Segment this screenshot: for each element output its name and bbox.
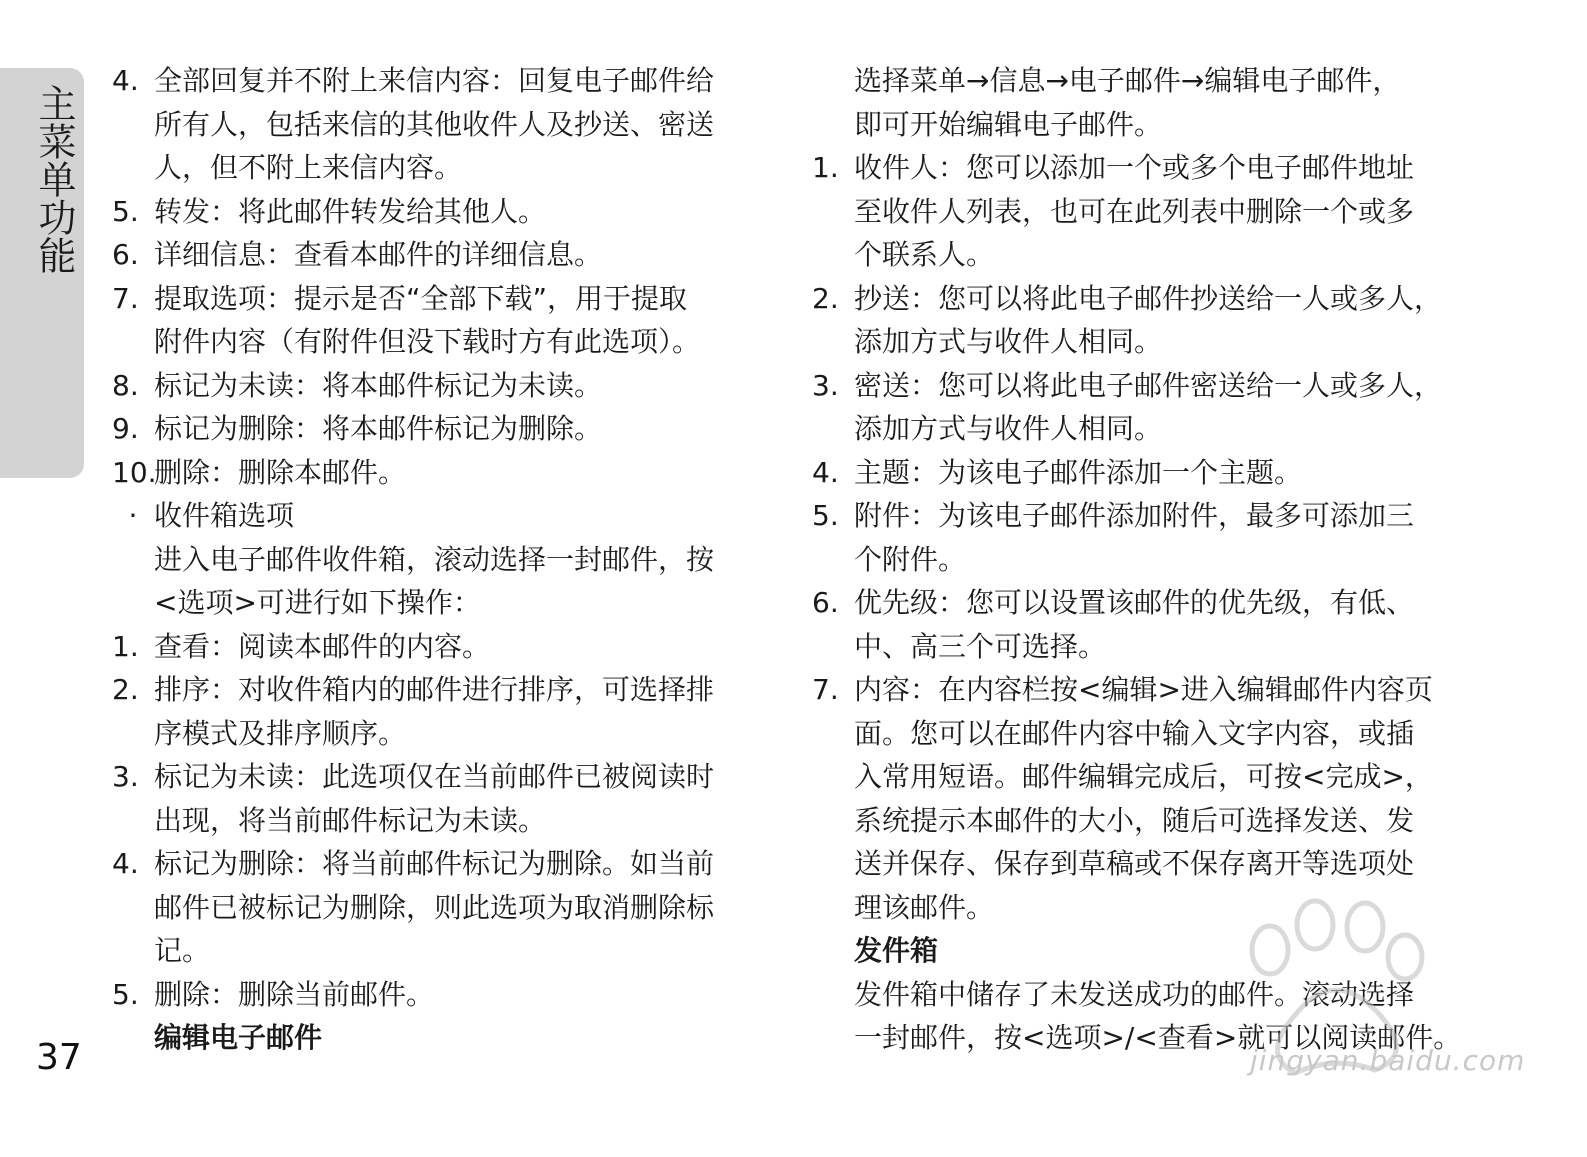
item-text: 提取选项：提示是否“全部下载”，用于提取 bbox=[154, 281, 688, 315]
item-number: 6. bbox=[112, 238, 139, 271]
item-number: 10. bbox=[112, 455, 157, 489]
list-item bbox=[812, 494, 1472, 538]
list-item bbox=[112, 233, 762, 277]
item-text: 主题：为该电子邮件添加一个主题。 bbox=[854, 455, 1303, 489]
continuation-line: 即可开始编辑电子邮件。 bbox=[854, 107, 1163, 141]
item-text: 删除：删除当前邮件。 bbox=[154, 977, 435, 1011]
item-number: 2. bbox=[112, 673, 139, 706]
item-number: · bbox=[128, 499, 138, 532]
continuation-line: 理该邮件。 bbox=[854, 890, 995, 924]
list-item bbox=[812, 364, 1472, 408]
item-text: 内容：在内容栏按<编辑>进入编辑邮件内容页 bbox=[854, 673, 1433, 706]
continuation-line: 个联系人。 bbox=[854, 238, 995, 271]
continuation-line: 记。 bbox=[154, 934, 211, 967]
item-text: 标记为未读：此选项仅在当前邮件已被阅读时 bbox=[154, 760, 715, 793]
continuation-line: 所有人，包括来信的其他收件人及抄送、密送 bbox=[154, 107, 715, 141]
continuation-line: 添加方式与收件人相同。 bbox=[854, 325, 1163, 358]
list-item bbox=[112, 973, 762, 1017]
continuation-line: 个附件。 bbox=[854, 542, 967, 576]
continuation-line: 附件内容（有附件但没下载时方有此选项）。 bbox=[154, 325, 701, 358]
item-text: 标记为删除：将本邮件标记为删除。 bbox=[154, 412, 603, 445]
section-title: 主菜单功能 bbox=[32, 84, 76, 274]
item-number: 3. bbox=[812, 368, 839, 402]
list-item bbox=[112, 755, 762, 799]
item-number: 4. bbox=[112, 64, 139, 97]
item-number: 9. bbox=[112, 412, 139, 445]
item-text: 抄送：您可以将此电子邮件抄送给一人或多人， bbox=[854, 281, 1443, 315]
continuation-line: 选择菜单→信息→电子邮件→编辑电子邮件， bbox=[854, 64, 1401, 97]
item-text: 全部回复并不附上来信内容：回复电子邮件给 bbox=[154, 64, 715, 97]
page-number: 37 bbox=[36, 1037, 82, 1078]
item-number: 5. bbox=[112, 977, 139, 1011]
list-item bbox=[112, 277, 762, 321]
item-number: 7. bbox=[112, 281, 139, 315]
item-number: 1. bbox=[812, 151, 839, 184]
item-text: 密送：您可以将此电子邮件密送给一人或多人， bbox=[854, 368, 1443, 402]
item-number: 5. bbox=[112, 194, 139, 228]
item-text: 查看：阅读本邮件的内容。 bbox=[154, 629, 491, 663]
item-text: 标记为未读：将本邮件标记为未读。 bbox=[154, 368, 603, 402]
watermark-url: jingyan.baidu.com bbox=[1250, 1044, 1526, 1077]
item-text: 附件：为该电子邮件添加附件，最多可添加三 bbox=[854, 499, 1415, 532]
continuation-line: 序模式及排序顺序。 bbox=[154, 716, 407, 750]
list-item bbox=[812, 451, 1472, 495]
item-text: 转发：将此邮件转发给其他人。 bbox=[154, 194, 547, 228]
list-item bbox=[112, 407, 762, 451]
list-item bbox=[112, 842, 762, 886]
list-item bbox=[812, 668, 1472, 712]
item-text: 优先级：您可以设置该邮件的优先级，有低、 bbox=[854, 586, 1415, 619]
item-text: 标记为删除：将当前邮件标记为删除。如当前 bbox=[154, 847, 715, 880]
continuation-line: 添加方式与收件人相同。 bbox=[854, 412, 1163, 445]
item-number: 7. bbox=[812, 673, 839, 706]
item-text: 详细信息：查看本邮件的详细信息。 bbox=[154, 238, 603, 271]
list-item bbox=[812, 277, 1472, 321]
item-number: 4. bbox=[112, 847, 139, 880]
item-number: 2. bbox=[812, 281, 839, 315]
continuation-line: 面。您可以在邮件内容中输入文字内容，或插 bbox=[854, 716, 1415, 750]
section-heading: 发件箱 bbox=[854, 934, 939, 967]
list-item bbox=[112, 625, 762, 669]
continuation-line: 入常用短语。邮件编辑完成后，可按<完成>， bbox=[854, 760, 1433, 793]
list-item bbox=[812, 581, 1472, 625]
continuation-line: 出现，将当前邮件标记为未读。 bbox=[154, 803, 547, 837]
continuation-line: 人，但不附上来信内容。 bbox=[154, 151, 463, 184]
item-text: 收件箱选项 bbox=[154, 499, 295, 532]
item-number: 4. bbox=[812, 455, 839, 489]
item-text: 删除：删除本邮件。 bbox=[154, 455, 407, 489]
item-number: 8. bbox=[112, 368, 139, 402]
list-item bbox=[112, 668, 762, 712]
continuation-line: 发件箱中储存了未发送成功的邮件。滚动选择 bbox=[854, 977, 1415, 1011]
continuation-line: 中、高三个可选择。 bbox=[854, 629, 1107, 663]
list-item bbox=[112, 451, 762, 495]
continuation-line: 至收件人列表，也可在此列表中删除一个或多 bbox=[854, 194, 1415, 228]
list-item bbox=[812, 146, 1472, 190]
continuation-line: 系统提示本邮件的大小，随后可选择发送、发 bbox=[854, 803, 1415, 837]
item-number: 3. bbox=[112, 760, 139, 793]
item-text: 排序：对收件箱内的邮件进行排序，可选择排 bbox=[154, 673, 715, 706]
left-column bbox=[112, 59, 762, 1060]
item-number: 1. bbox=[112, 629, 139, 663]
section-heading: 编辑电子邮件 bbox=[154, 1021, 323, 1054]
list-item bbox=[112, 59, 762, 103]
continuation-line: 进入电子邮件收件箱，滚动选择一封邮件，按 bbox=[154, 542, 715, 576]
bullet-item bbox=[112, 494, 762, 538]
continuation-line: 送并保存、保存到草稿或不保存离开等选项处 bbox=[854, 847, 1415, 880]
item-text: 收件人：您可以添加一个或多个电子邮件地址 bbox=[854, 151, 1415, 184]
continuation-line: <选项>可进行如下操作： bbox=[154, 586, 481, 619]
continuation-line: 邮件已被标记为删除，则此选项为取消删除标 bbox=[154, 890, 715, 924]
item-number: 6. bbox=[812, 586, 839, 619]
list-item bbox=[112, 364, 762, 408]
continuation-line: 一封邮件，按<选项>/<查看>就可以阅读邮件。 bbox=[854, 1021, 1462, 1054]
list-item bbox=[112, 190, 762, 234]
item-number: 5. bbox=[812, 499, 839, 532]
